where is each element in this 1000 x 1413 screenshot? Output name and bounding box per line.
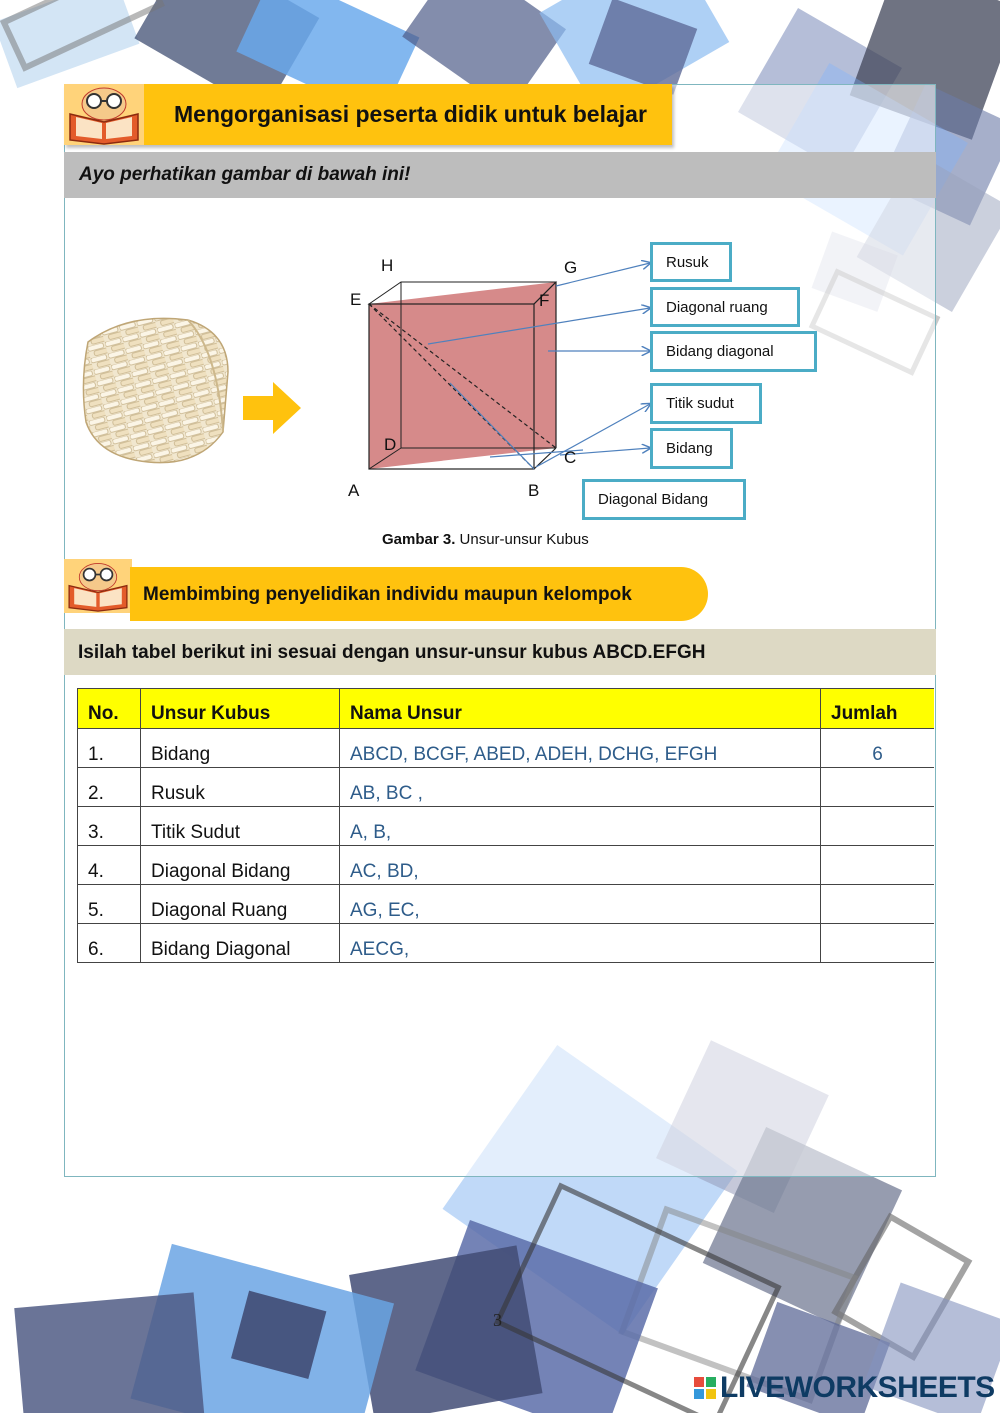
answer-jumlah-field[interactable] [821, 924, 935, 963]
banner-title: Mengorganisasi peserta didik untuk belajar [174, 101, 647, 127]
table-row [78, 768, 935, 807]
table-header-row [78, 689, 935, 729]
figure-caption [382, 531, 589, 548]
header-unsur: Unsur Kubus [141, 689, 340, 729]
header-jumlah: Jumlah [821, 689, 935, 729]
vertex-f: F [539, 291, 550, 310]
page-number: 3 [493, 1310, 502, 1330]
row-no: 5. [78, 885, 141, 924]
label-diagonal-ruang: Diagonal ruang [650, 287, 800, 327]
row-unsur: Diagonal Bidang [141, 846, 340, 885]
header-no: No. [78, 689, 141, 729]
reading-book-icon [64, 84, 144, 145]
label-rusuk: Rusuk [650, 242, 732, 282]
caption-text: Unsur-unsur Kubus [455, 531, 589, 548]
row-unsur: Bidang Diagonal [141, 924, 340, 963]
answer-nama-field[interactable]: ABCD, BCGF, ABED, ADEH, DCHG, EFGH [340, 729, 821, 768]
row-no: 1. [78, 729, 141, 768]
answer-jumlah-field[interactable] [821, 846, 935, 885]
vertex-a: A [348, 481, 360, 500]
answer-jumlah-field[interactable] [821, 768, 935, 807]
section-banner-guide [130, 567, 708, 621]
answer-nama-field[interactable]: AECG, [340, 924, 821, 963]
vertex-c: C [564, 448, 577, 467]
row-unsur: Diagonal Ruang [141, 885, 340, 924]
diagonal-plane-face [369, 282, 556, 469]
vertex-b: B [528, 481, 540, 500]
answer-nama-field[interactable]: AG, EC, [340, 885, 821, 924]
answer-nama-field[interactable]: AB, BC , [340, 768, 821, 807]
caption-bold: Gambar 3. [382, 531, 456, 548]
table-row [78, 924, 935, 963]
row-unsur: Rusuk [141, 768, 340, 807]
row-no: 2. [78, 768, 141, 807]
row-no: 3. [78, 807, 141, 846]
vertex-g: G [564, 258, 578, 277]
header-nama: Nama Unsur [340, 689, 821, 729]
answer-jumlah-field[interactable] [821, 885, 935, 924]
answer-jumlah-field[interactable] [821, 807, 935, 846]
answer-nama-field[interactable]: AC, BD, [340, 846, 821, 885]
reading-book-icon-2 [64, 559, 132, 613]
vertex-d: D [384, 435, 397, 454]
arrow-right-icon [243, 382, 301, 434]
table-row [78, 807, 935, 846]
watermark-text[interactable]: LIVEWORKSHEETS [720, 1371, 995, 1404]
liveworksheets-logo-icon [694, 1377, 716, 1399]
vertex-e: E [350, 290, 362, 309]
vertex-h: H [381, 256, 394, 275]
table-row [78, 846, 935, 885]
label-titik-sudut: Titik sudut [650, 383, 762, 424]
table-instruction-text: Isilah tabel berikut ini sesuai dengan unsur-unsur kubus ABCD.EFGH [78, 642, 706, 663]
answer-nama-field[interactable]: A, B, [340, 807, 821, 846]
instruction-bar [64, 152, 936, 198]
section-banner-organize [64, 84, 672, 145]
table-row [78, 729, 935, 768]
cube-elements-table [77, 688, 934, 963]
row-no: 4. [78, 846, 141, 885]
label-bidang: Bidang [650, 428, 733, 469]
label-diagonal-bidang: Diagonal Bidang [582, 479, 746, 520]
label-bidang-diagonal: Bidang diagonal [650, 331, 817, 372]
row-unsur: Bidang [141, 729, 340, 768]
answer-jumlah-field[interactable]: 6 [821, 729, 935, 768]
row-no: 6. [78, 924, 141, 963]
woven-basket-image [78, 312, 233, 472]
table-row [78, 885, 935, 924]
row-unsur: Titik Sudut [141, 807, 340, 846]
banner2-title: Membimbing penyelidikan individu maupun kelompok [143, 584, 632, 605]
instruction-text: Ayo perhatikan gambar di bawah ini! [79, 164, 411, 185]
table-instruction-bar [64, 629, 936, 675]
